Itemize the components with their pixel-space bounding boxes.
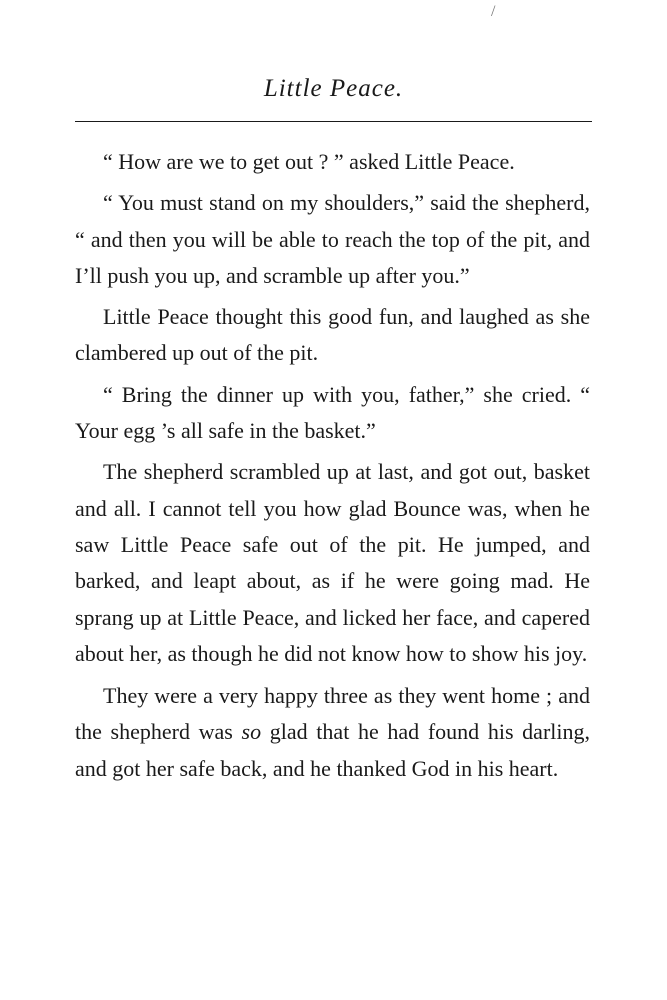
header-rule: [75, 121, 592, 122]
paragraph-6-before: They were a very happy three as they went home ; and the shepherd was: [75, 683, 590, 745]
paragraph-3: Little Peace thought this good fun, and laughed as she clambered up out of the pit.: [75, 304, 590, 366]
paragraph-6-emphasis: so: [241, 719, 262, 745]
paragraph-2: “ You must stand on my shoulders,” said the shepherd, “ and then you will be able to reach the top of the pit, and I’ll push you up, and scramble up after you.”: [75, 190, 590, 288]
paragraph-4: “ Bring the dinner up with you, father,” she cried. “ Your egg ’s all safe in the basket.”: [75, 381, 590, 444]
paragraph-6-after: glad that he had found his darling, and got her safe back, and he thanked God in his heart.: [75, 719, 590, 781]
body-text: [75, 144, 590, 792]
corner-mark: /: [491, 3, 496, 20]
running-head: Little Peace.: [263, 75, 404, 102]
paragraph-1: “ How are we to get out ? ” asked Little Peace.: [103, 149, 515, 174]
paragraph-5: The shepherd scrambled up at last, and got out, basket and all. I cannot tell you how glad Bounce was, when he saw Little Peace safe out of the pit. He jumped, and barked, and leapt about, as if he were going mad. He sprang up at Little Peace, and licked her face, and capered about her, as though he did not know how to show his joy.: [75, 459, 590, 666]
paragraph-6: [75, 678, 590, 787]
